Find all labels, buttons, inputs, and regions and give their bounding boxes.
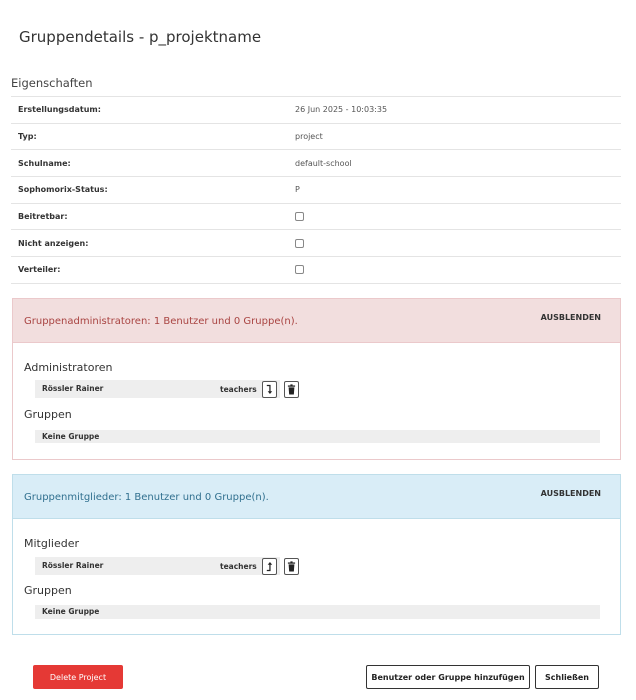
property-label: Erstellungsdatum: bbox=[11, 97, 295, 124]
members-panel-header bbox=[13, 475, 620, 519]
delete-project-button[interactable]: Delete Project bbox=[33, 665, 123, 689]
property-row bbox=[11, 230, 621, 257]
members-hide-button[interactable]: AUSBLENDEN bbox=[540, 489, 601, 498]
member-user-name: Rössler Rainer bbox=[42, 561, 104, 570]
property-label: Beitretbar: bbox=[11, 203, 295, 230]
members-panel bbox=[12, 474, 621, 635]
property-label: Sophomorix-Status: bbox=[11, 177, 295, 204]
admins-panel-title: Gruppenadministratoren: 1 Benutzer und 0 Gruppe(n). bbox=[24, 316, 298, 327]
members-panel-title: Gruppenmitglieder: 1 Benutzer und 0 Gruppe(n). bbox=[24, 492, 269, 503]
property-row bbox=[11, 257, 621, 284]
arrow-down-icon bbox=[265, 384, 274, 395]
property-value: 26 Jun 2025 - 10:03:35 bbox=[295, 97, 621, 124]
add-user-or-group-button[interactable]: Benutzer oder Gruppe hinzufügen bbox=[366, 665, 530, 689]
admin-groups-empty: Keine Gruppe bbox=[42, 432, 100, 441]
property-row bbox=[11, 177, 621, 204]
admins-hide-button[interactable]: AUSBLENDEN bbox=[540, 313, 601, 322]
members-label: Mitglieder bbox=[24, 537, 79, 550]
promote-member-button[interactable] bbox=[262, 558, 277, 575]
property-row bbox=[11, 97, 621, 124]
hidden-checkbox[interactable] bbox=[295, 239, 304, 248]
properties-heading: Eigenschaften bbox=[11, 76, 93, 90]
member-groups-label: Gruppen bbox=[24, 584, 72, 597]
member-user-group: teachers bbox=[220, 562, 257, 571]
arrow-up-icon bbox=[265, 561, 274, 572]
admins-panel bbox=[12, 298, 621, 460]
property-value: default-school bbox=[295, 150, 621, 177]
property-label: Nicht anzeigen: bbox=[11, 230, 295, 257]
trash-icon bbox=[287, 384, 296, 395]
remove-member-button[interactable] bbox=[284, 558, 299, 575]
property-label: Schulname: bbox=[11, 150, 295, 177]
property-value: P bbox=[295, 177, 621, 204]
admin-user-group: teachers bbox=[220, 385, 257, 394]
member-user-row bbox=[35, 557, 280, 575]
trash-icon bbox=[287, 561, 296, 572]
modal-title: Gruppendetails - p_projektname bbox=[19, 28, 262, 46]
joinable-checkbox[interactable] bbox=[295, 212, 304, 221]
distribution-checkbox[interactable] bbox=[295, 265, 304, 274]
admin-user-row bbox=[35, 380, 280, 398]
close-button[interactable]: Schließen bbox=[535, 665, 599, 689]
administrators-label: Administratoren bbox=[24, 361, 113, 374]
property-row bbox=[11, 150, 621, 177]
property-label: Typ: bbox=[11, 123, 295, 150]
admin-groups-row bbox=[35, 430, 600, 443]
property-label: Verteiler: bbox=[11, 257, 295, 284]
property-value: project bbox=[295, 123, 621, 150]
demote-admin-button[interactable] bbox=[262, 381, 277, 398]
admins-panel-header bbox=[13, 299, 620, 343]
remove-admin-button[interactable] bbox=[284, 381, 299, 398]
member-groups-empty: Keine Gruppe bbox=[42, 607, 100, 616]
member-groups-row bbox=[35, 605, 600, 619]
admin-groups-label: Gruppen bbox=[24, 408, 72, 421]
property-row bbox=[11, 203, 621, 230]
properties-table bbox=[11, 96, 621, 284]
admin-user-name: Rössler Rainer bbox=[42, 384, 104, 393]
property-row bbox=[11, 123, 621, 150]
